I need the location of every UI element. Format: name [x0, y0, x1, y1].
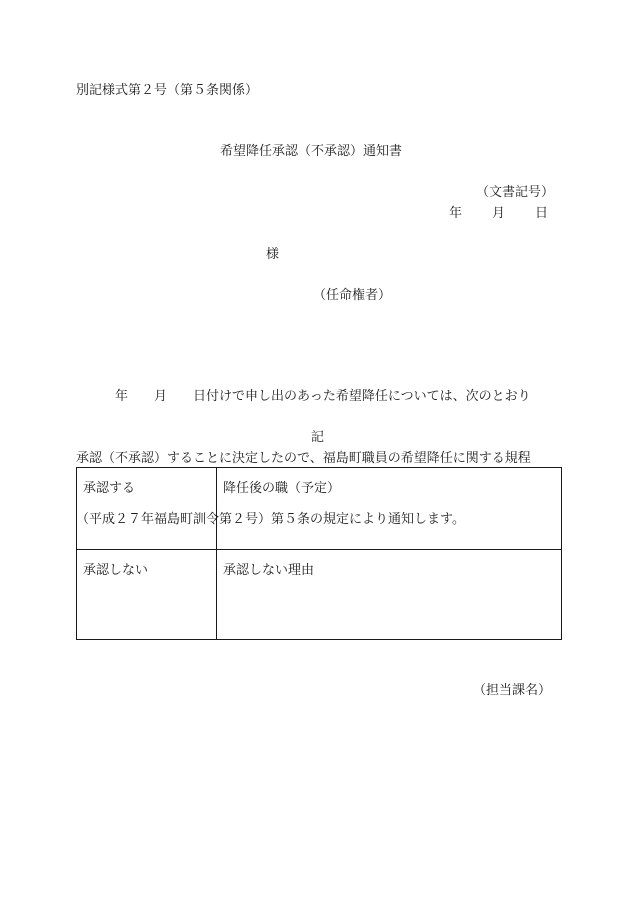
approve-detail: 降任後の職（予定）: [217, 468, 562, 550]
department-name: （担当課名）: [472, 683, 551, 698]
date-year: 年: [448, 206, 462, 221]
ki-heading: 記: [311, 430, 325, 445]
table-row-disapprove: [77, 550, 562, 640]
addressee-suffix: 様: [266, 247, 280, 262]
decision-table: [76, 467, 562, 640]
disapprove-detail: 承認しない理由: [217, 550, 562, 640]
date-month: 月: [491, 206, 505, 221]
disapprove-label: 承認しない: [77, 550, 217, 640]
date-day: 日: [534, 206, 548, 221]
appointing-authority: （任命権者）: [313, 288, 392, 303]
document-title: 希望降任承認（不承認）通知書: [220, 144, 403, 159]
body-line-3: （平成２７年福島町訓令第２号）第５条の規定により通知します。: [76, 512, 465, 527]
document-code: （文書記号）: [475, 185, 554, 200]
form-number: 別記様式第２号（第５条関係）: [76, 83, 259, 98]
body-line-2: 承認（不承認）することに決定したので、福島町職員の希望降任に関する規程: [76, 450, 531, 466]
approve-label: 承認する: [77, 468, 217, 550]
date-line: [449, 206, 548, 222]
body-line-1: 年 月 日付けで申し出のあった希望降任については、次のとおり: [76, 389, 531, 404]
table-row-approve: [77, 468, 562, 550]
